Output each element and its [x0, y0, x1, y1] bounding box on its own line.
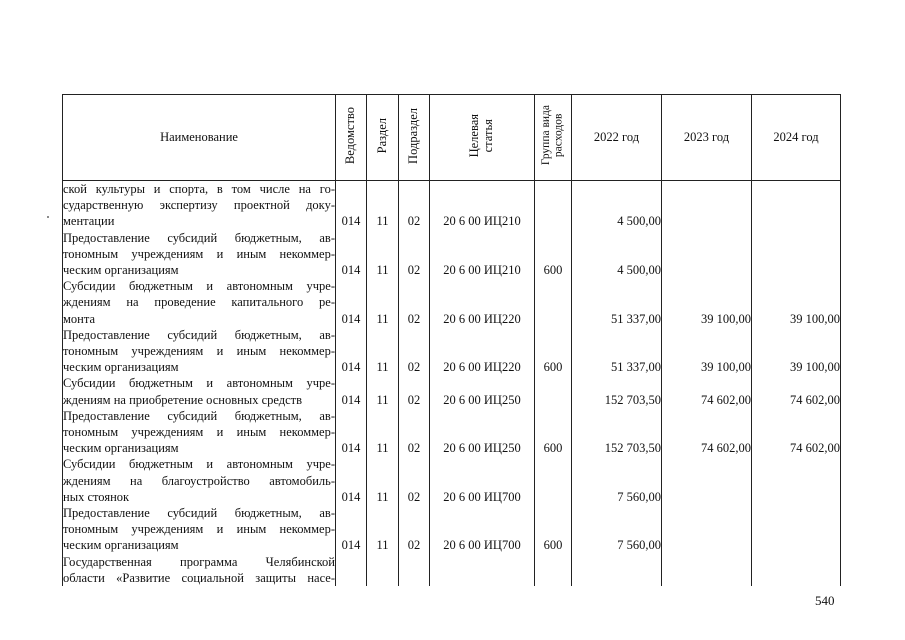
cell-2024: [752, 554, 841, 586]
cell-vedomstvo: 014: [336, 505, 367, 554]
cell-razdel: 11: [367, 408, 399, 457]
cell-2023: 39 100,00: [662, 278, 752, 327]
cell-2023: 74 602,00: [662, 408, 752, 457]
header-2022: 2022 год: [572, 95, 662, 181]
cell-name: [63, 375, 336, 407]
cell-podrazdel: 02: [399, 408, 430, 457]
cell-vedomstvo: 014: [336, 327, 367, 376]
scan-speck: [47, 216, 49, 218]
cell-razdel: 11: [367, 505, 399, 554]
name-line: ждениям на проведение капитального ре-: [63, 295, 335, 310]
cell-tselevaya-statya: 20 6 00 ИЦ700: [430, 505, 535, 554]
cell-name: [63, 408, 336, 457]
cell-name: [63, 456, 336, 505]
page-number: 540: [815, 593, 835, 608]
name-line: Субсидии бюджетным и автономным учре-: [63, 279, 335, 294]
cell-2023: 39 100,00: [662, 327, 752, 376]
cell-razdel: 11: [367, 278, 399, 327]
cell-2023: [662, 505, 752, 554]
cell-tselevaya-statya: 20 6 00 ИЦ250: [430, 375, 535, 407]
cell-gruppa-vida-raskhodov: 600: [535, 230, 572, 279]
name-line: Предоставление субсидий бюджетным, ав-: [63, 230, 335, 245]
header-tselevaya-statya: Целевая статья: [430, 95, 535, 181]
cell-2024: [752, 505, 841, 554]
table-row: [63, 181, 841, 230]
cell-name: [63, 230, 336, 279]
name-line: сударственную экспертизу проектной доку-: [63, 198, 335, 213]
cell-gruppa-vida-raskhodov: [535, 554, 572, 586]
cell-razdel: 11: [367, 230, 399, 279]
cell-2022: 51 337,00: [572, 278, 662, 327]
cell-podrazdel: 02: [399, 375, 430, 407]
name-line: ческим организациям: [63, 263, 179, 278]
cell-2022: 51 337,00: [572, 327, 662, 376]
cell-2024: [752, 181, 841, 230]
table-row: [63, 327, 841, 376]
cell-gruppa-vida-raskhodov: [535, 375, 572, 407]
cell-2023: [662, 554, 752, 586]
name-line: Предоставление субсидий бюджетным, ав-: [63, 408, 335, 423]
cell-podrazdel: 02: [399, 327, 430, 376]
header-2023: 2023 год: [662, 95, 752, 181]
name-line: ментации: [63, 214, 115, 229]
cell-2023: 74 602,00: [662, 375, 752, 407]
name-line: ческим организациям: [63, 538, 179, 553]
table-row: [63, 456, 841, 505]
name-line: тономным учреждениям и иным некоммер-: [63, 425, 335, 440]
cell-tselevaya-statya: 20 6 00 ИЦ250: [430, 408, 535, 457]
cell-gruppa-vida-raskhodov: [535, 278, 572, 327]
name-line: монта: [63, 311, 96, 326]
name-line: тономным учреждениям и иным некоммер-: [63, 246, 335, 261]
cell-name: [63, 327, 336, 376]
table-body: [63, 181, 841, 587]
cell-podrazdel: 02: [399, 181, 430, 230]
cell-podrazdel: 02: [399, 456, 430, 505]
cell-name: [63, 181, 336, 230]
name-line: тономным учреждениям и иным некоммер-: [63, 522, 335, 537]
name-line: Государственная программа Челябинской: [63, 554, 335, 569]
cell-gruppa-vida-raskhodov: 600: [535, 327, 572, 376]
cell-vedomstvo: 014: [336, 230, 367, 279]
cell-vedomstvo: 014: [336, 456, 367, 505]
name-line: Субсидии бюджетным и автономным учре-: [63, 376, 335, 391]
cell-2022: 152 703,50: [572, 375, 662, 407]
cell-vedomstvo: [336, 554, 367, 586]
cell-podrazdel: 02: [399, 505, 430, 554]
cell-name: [63, 554, 336, 586]
table-row: [63, 278, 841, 327]
table-row: [63, 505, 841, 554]
name-line: ской культуры и спорта, в том числе на го-: [63, 182, 335, 196]
cell-2023: [662, 230, 752, 279]
cell-razdel: 11: [367, 327, 399, 376]
name-line: Субсидии бюджетным и автономным учре-: [63, 457, 335, 472]
cell-tselevaya-statya: 20 6 00 ИЦ220: [430, 278, 535, 327]
cell-tselevaya-statya: 20 6 00 ИЦ220: [430, 327, 535, 376]
header-razdel: Раздел: [367, 95, 399, 181]
cell-2022: [572, 554, 662, 586]
cell-gruppa-vida-raskhodov: [535, 181, 572, 230]
cell-name: [63, 278, 336, 327]
cell-2022: 152 703,50: [572, 408, 662, 457]
cell-razdel: 11: [367, 375, 399, 407]
cell-gruppa-vida-raskhodov: 600: [535, 408, 572, 457]
cell-2024: [752, 456, 841, 505]
header-gruppa-vida-raskhodov: Группа вида расходов: [535, 95, 572, 181]
name-line: ческим организациям: [63, 441, 179, 456]
name-line: ных стоянок: [63, 489, 130, 504]
table-row: [63, 230, 841, 279]
table-row: [63, 408, 841, 457]
cell-2023: [662, 181, 752, 230]
header-2024: 2024 год: [752, 95, 841, 181]
cell-2023: [662, 456, 752, 505]
name-line: ческим организациям: [63, 360, 179, 375]
cell-2022: 4 500,00: [572, 230, 662, 279]
cell-podrazdel: [399, 554, 430, 586]
budget-table: [62, 94, 841, 586]
cell-2022: 7 560,00: [572, 456, 662, 505]
header-row: [63, 95, 841, 181]
cell-vedomstvo: 014: [336, 408, 367, 457]
cell-gruppa-vida-raskhodov: 600: [535, 505, 572, 554]
cell-razdel: [367, 554, 399, 586]
header-podrazdel: Подраздел: [399, 95, 430, 181]
cell-2024: 39 100,00: [752, 327, 841, 376]
cell-razdel: 11: [367, 456, 399, 505]
cell-podrazdel: 02: [399, 230, 430, 279]
cell-razdel: 11: [367, 181, 399, 230]
cell-2022: 7 560,00: [572, 505, 662, 554]
cell-gruppa-vida-raskhodov: [535, 456, 572, 505]
cell-tselevaya-statya: [430, 554, 535, 586]
cell-2024: [752, 230, 841, 279]
cell-2024: 74 602,00: [752, 375, 841, 407]
cell-vedomstvo: 014: [336, 375, 367, 407]
cell-vedomstvo: 014: [336, 181, 367, 230]
name-line: области «Развитие социальной защиты насе-: [63, 570, 335, 585]
cell-name: [63, 505, 336, 554]
name-line: Предоставление субсидий бюджетным, ав-: [63, 327, 335, 342]
name-line: Предоставление субсидий бюджетным, ав-: [63, 506, 335, 521]
cell-2024: 74 602,00: [752, 408, 841, 457]
cell-tselevaya-statya: 20 6 00 ИЦ700: [430, 456, 535, 505]
header-name: Наименование: [63, 95, 336, 181]
cell-2024: 39 100,00: [752, 278, 841, 327]
header-vedomstvo: Ведомство: [336, 95, 367, 181]
cell-podrazdel: 02: [399, 278, 430, 327]
name-line: ждениям на приобретение основных средств: [63, 392, 303, 407]
cell-2022: 4 500,00: [572, 181, 662, 230]
name-line: тономным учреждениям и иным некоммер-: [63, 344, 335, 359]
name-line: ждениям на благоустройство автомобиль-: [63, 473, 335, 488]
table-row: [63, 554, 841, 586]
table-row: [63, 375, 841, 407]
cell-tselevaya-statya: 20 6 00 ИЦ210: [430, 181, 535, 230]
cell-tselevaya-statya: 20 6 00 ИЦ210: [430, 230, 535, 279]
cell-vedomstvo: 014: [336, 278, 367, 327]
